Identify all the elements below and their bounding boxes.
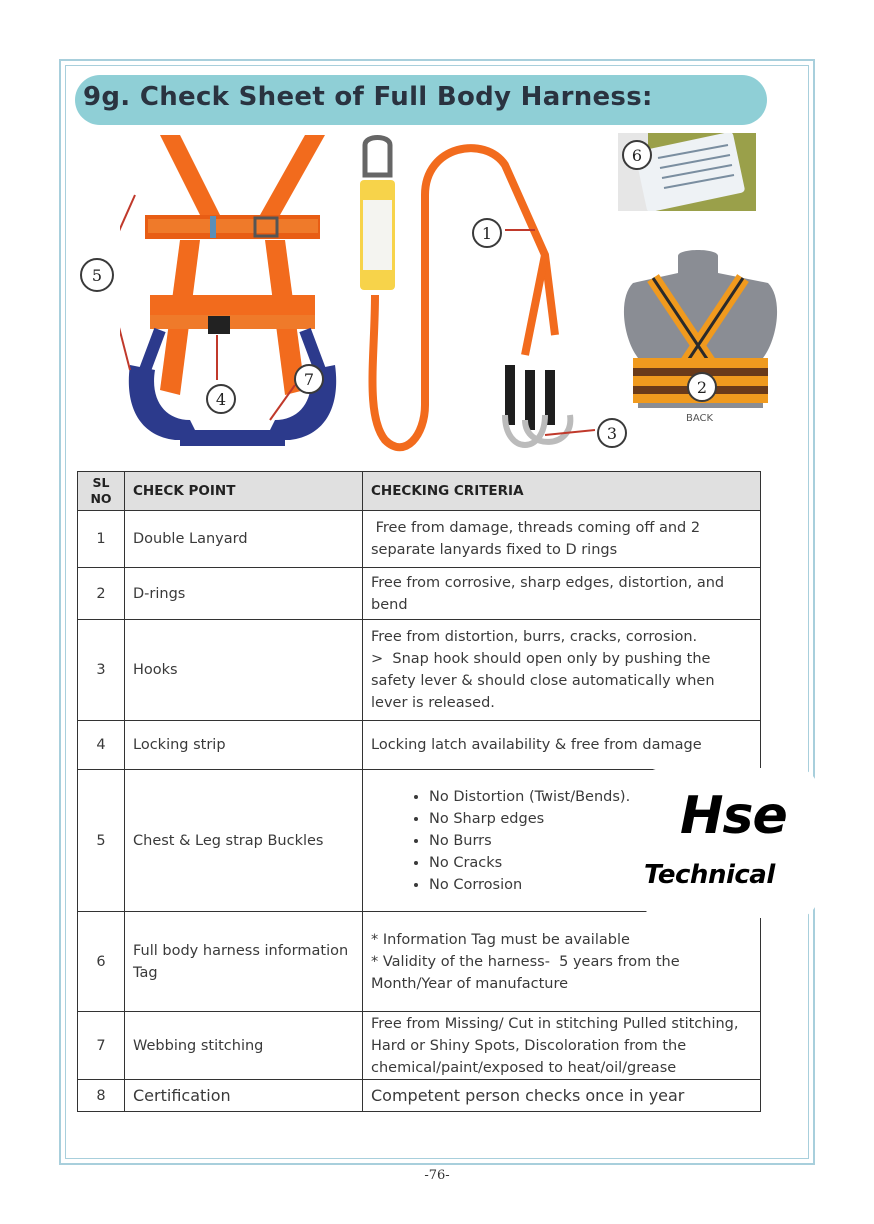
criteria-cell: Locking latch availability & free from damage [363, 721, 761, 770]
table-row: 3 Hooks Free from distortion, burrs, cracks, corrosion. > Snap hook should open only by pushing the safety lever & should close automatically when lever is released. [78, 620, 761, 721]
double-lanyard-illustration [345, 135, 595, 460]
watermark-hse: Hse [680, 786, 787, 846]
list-item: • No Cracks [429, 852, 752, 874]
table-row: 4 Locking strip Locking latch availability & free from damage [78, 721, 761, 770]
page-title: 9g. Check Sheet of Full Body Harness: [83, 82, 653, 112]
header-sl-no: SL NO [78, 472, 125, 511]
list-item: • No Distortion (Twist/Bends). [429, 786, 752, 808]
table-row: 8 Certification Competent person checks once in year [78, 1080, 761, 1112]
criteria-cell: * Information Tag must be available * Validity of the harness- 5 years from the Month/Year of manufacture [363, 912, 761, 1012]
callout-1: 1 [472, 218, 502, 248]
criteria-cell: Free from Missing/ Cut in stitching Pulled stitching, Hard or Shiny Spots, Discoloration from the chemical/paint/exposed to heat/oil/grease [363, 1012, 761, 1080]
list-item: • No Sharp edges [429, 808, 752, 830]
criteria-cell: Free from damage, threads coming off and 2 separate lanyards fixed to D rings [363, 511, 761, 568]
harness-front-illustration [120, 130, 360, 455]
watermark-technical: Technical [644, 860, 775, 890]
callout-5: 5 [80, 258, 114, 292]
table-row: 2 D-rings Free from corrosive, sharp edges, distortion, and bend [78, 568, 761, 620]
list-item: • No Burrs [429, 830, 752, 852]
callout-2: 2 [687, 372, 717, 402]
callout-6: 6 [622, 140, 652, 170]
callout-7: 7 [294, 364, 324, 394]
callout-3: 3 [597, 418, 627, 448]
page-number: -76- [424, 1168, 450, 1183]
callout-4: 4 [206, 384, 236, 414]
criteria-cell: Free from corrosive, sharp edges, distortion, and bend [363, 568, 761, 620]
table-header-row [78, 472, 761, 511]
table-row: 6 Full body harness information Tag * Information Tag must be available * Validity of the harness- 5 years from the Month/Year of manufacture [78, 912, 761, 1012]
table-row: 7 Webbing stitching Free from Missing/ Cut in stitching Pulled stitching, Hard or Shiny Spots, Discoloration from the chemical/paint/exposed to heat/oil/grease [78, 1012, 761, 1080]
table-row: 1 Double Lanyard Free from damage, threads coming off and 2 separate lanyards fixed to D rings [78, 511, 761, 568]
header-check-point: CHECK POINT [125, 472, 363, 511]
table-row: 5 Chest & Leg strap Buckles • No Distortion (Twist/Bends). • No Sharp edges • No Burrs • No Cracks • No Corrosion [78, 770, 761, 912]
back-label: BACK [686, 413, 714, 424]
criteria-cell: Competent person checks once in year [363, 1080, 761, 1112]
header-checking-criteria: CHECKING CRITERIA [363, 472, 761, 511]
criteria-cell: Free from distortion, burrs, cracks, corrosion. > Snap hook should open only by pushing the safety lever & should close automatically when lever is released. [363, 620, 761, 721]
list-item: • No Corrosion [429, 874, 752, 896]
